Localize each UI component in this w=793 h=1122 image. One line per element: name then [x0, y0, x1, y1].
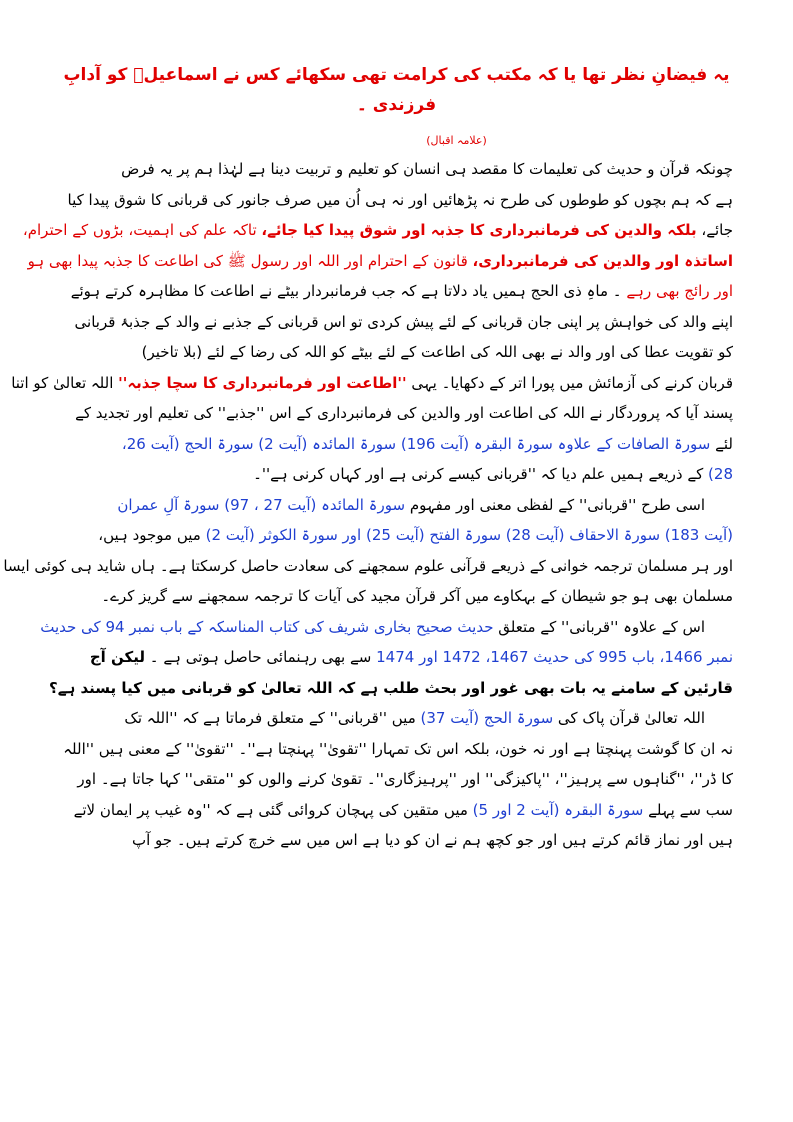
- text-segment: 28): [708, 465, 733, 483]
- text-segment: سورۃ المائدہ (آیت 27 ، 97) سورۃ آلِ عمران: [117, 495, 406, 514]
- text-segment: نمبر 1466، باب 995 کی حدیث 1467، 1472 اور 1474: [376, 648, 733, 666]
- text-line: [60, 825, 733, 856]
- text-line: [3, 551, 733, 582]
- text-segment: میں موجود ہیں،: [98, 526, 206, 544]
- text-line: [22, 215, 733, 246]
- text-segment: اس کے علاوہ ''قربانی'' کے متعلق: [493, 617, 705, 636]
- text-line: [60, 154, 733, 185]
- text-line: [60, 429, 733, 460]
- text-line: [60, 734, 733, 765]
- text-segment: کا ڈر''، ''گناہوں سے پرہیز''، ''پاکیزگی'' اور ''پرہیزگاری''۔ تقویٰ کرنے والوں کو ''متقی'' کہا جاتا ہے۔ اور: [77, 770, 733, 788]
- text-segment: اور ہر مسلمان ترجمہ خوانی کے ذریعے قرآنی علوم سمجھنے کی سعادت حاصل کرسکتا ہے۔ ہاں شاید ہی کوئی ایسا: [3, 556, 733, 575]
- text-segment: کو تقویت عطا کی اور والد نے بھی اللہ کی اطاعت کے لئے بیٹے کو اللہ کی رضا کے لئے (بلا تاخیر): [141, 343, 733, 361]
- text-line: [40, 612, 733, 643]
- text-segment: سے بھی رہنمائی حاصل ہوتی ہے ۔: [145, 648, 377, 666]
- text-line: [60, 490, 733, 521]
- text-segment: ہیں اور نماز قائم کرتے ہیں اور جو کچھ ہم نے ان کو دیا ہے اس میں سے خرچ کرتے ہیں۔ جو آپ: [131, 831, 733, 849]
- text-segment: لئے: [710, 434, 733, 453]
- text-segment: ۔ ماہِ ذی الحج ہمیں یاد دلاتا ہے کہ جب فرمانبردار بیٹے نے اطاعت کا مظاہرہ کرتے ہوئے: [70, 282, 627, 300]
- text-line: [60, 276, 733, 307]
- text-line: [60, 459, 733, 490]
- text-segment: پسند آیا کہ پروردگار نے اللہ کی اطاعت اور والدین کی فرمانبرداری کے اس ''جذبے'' کی تعلیم اور تجدید کے: [75, 404, 733, 422]
- text-line: [60, 795, 733, 826]
- text-segment: قارئین کے سامنے یہ بات بھی غور اور بحث طلب ہے کہ اللہ تعالیٰ کو قربانی میں کیا پسند ہے؟: [49, 678, 733, 697]
- text-line: [60, 703, 733, 734]
- text-segment: چونکہ قرآن و حدیث کی تعلیمات کا مقصد ہی انسان کو تعلیم و تربیت دینا ہے لہٰذا ہم پر یہ فرض: [121, 160, 733, 178]
- text-line: [49, 673, 733, 704]
- text-line: [11, 368, 733, 399]
- text-segment: اور رائج بھی رہے: [626, 282, 733, 300]
- text-segment: سورۃ البقرہ (آیت 2 اور 5): [472, 800, 644, 819]
- text-line: [60, 764, 733, 795]
- text-segment: اسی طرح ''قربانی'' کے لفظی معنی اور مفہوم: [405, 495, 705, 514]
- text-segment: اپنے والد کی خواہش پر اپنی جان قربانی کے لئے پیش کردی تو اس قربانی کے جذبے نے والد کے جذبۂ قربانی: [74, 312, 733, 331]
- text-line: [60, 185, 733, 216]
- text-segment: میں ''قربانی'' کے متعلق فرماتا ہے کہ ''اللہ تک: [124, 709, 421, 727]
- text-line: [27, 246, 733, 277]
- text-segment: سب سے پہلے: [643, 800, 733, 819]
- text-segment: سورۃ الحج (آیت 37): [420, 709, 554, 727]
- text-segment: ''اطاعت اور فرمانبرداری کا سچا جذبہ'': [118, 373, 407, 392]
- text-line: [60, 581, 733, 612]
- page-title: یہ فیضانِ نظر تھا یا کہ مکتب کی کرامت تھی سکھائے کس نے اسماعیلؑ کو آدابِ فرزندی ۔: [63, 65, 730, 115]
- text-segment: سورۃ الصافات کے علاوہ سورۃ البقرہ (آیت 196) سورۃ المائدہ (آیت 2) سورۃ الحج (آیت 26،: [121, 434, 711, 453]
- text-segment: مسلمان بھی ہو جو شیطان کے بہکاوے میں آکر قرآن مجید کی آیات کا ترجمہ سمجھنے سے گریز کرے۔: [101, 587, 733, 605]
- text-segment: لیکن آج: [89, 648, 146, 666]
- text-segment: بلکہ والدین کی فرمانبرداری کا جذبہ اور شوق پیدا کیا جائے،: [261, 221, 697, 239]
- text-segment: ہے کہ ہم بچوں کو طوطوں کی طرح نہ پڑھائیں اور نہ ہی اُن میں صرف جانور کی قربانی کا شوق پیدا کیا: [67, 190, 733, 209]
- text-line: [60, 520, 733, 551]
- text-segment: حدیث صحیح بخاری شریف کی کتاب المناسکہ کے باب نمبر 94 کی حدیث: [40, 617, 494, 636]
- text-segment: اساتذہ اور والدین کی فرمانبرداری،: [472, 251, 733, 270]
- text-segment: جائے،: [696, 221, 733, 239]
- text-segment: نہ ان کا گوشت پہنچتا ہے اور نہ خون، بلکہ اس تک تمہارا ''تقویٰ'' پہنچتا ہے''۔ ''تقویٰ'' کے معنی ہیں ''اللہ: [63, 739, 733, 758]
- text-segment: اللہ تعالیٰ کو اتنا: [11, 373, 119, 392]
- text-line: [60, 307, 733, 338]
- text-segment: میں متقین کی پہچان کروائی گئی ہے کہ ''وہ غیب پر ایمان لاتے: [73, 800, 473, 819]
- poet-attribution: (علامہ اقبال): [426, 134, 487, 147]
- text-segment: کے ذریعے ہمیں علم دیا کہ ''قربانی کیسے کرنی ہے اور کہاں کرنی ہے''۔: [253, 465, 709, 483]
- text-segment: تاکہ علم کی اہمیت، بڑوں کے احترام،: [22, 221, 262, 239]
- text-line: [60, 398, 733, 429]
- text-segment: اللہ تعالیٰ قرآن پاک کی: [553, 709, 705, 727]
- text-segment: (آیت 183) سورۃ الاحقاف (آیت 28) سورۃ الفتح (آیت 25) اور سورۃ الکوثر (آیت 2): [205, 526, 733, 544]
- text-segment: قانون کے احترام اور اللہ اور رسول ﷺ کی اطاعت کا جذبہ پیدا بھی ہو: [27, 251, 473, 270]
- article-body: [3, 154, 733, 856]
- text-line: [60, 642, 733, 673]
- text-line: [60, 337, 733, 368]
- text-segment: قربان کرنے کی آزمائش میں پورا اتر کے دکھایا۔ یہی: [406, 373, 733, 392]
